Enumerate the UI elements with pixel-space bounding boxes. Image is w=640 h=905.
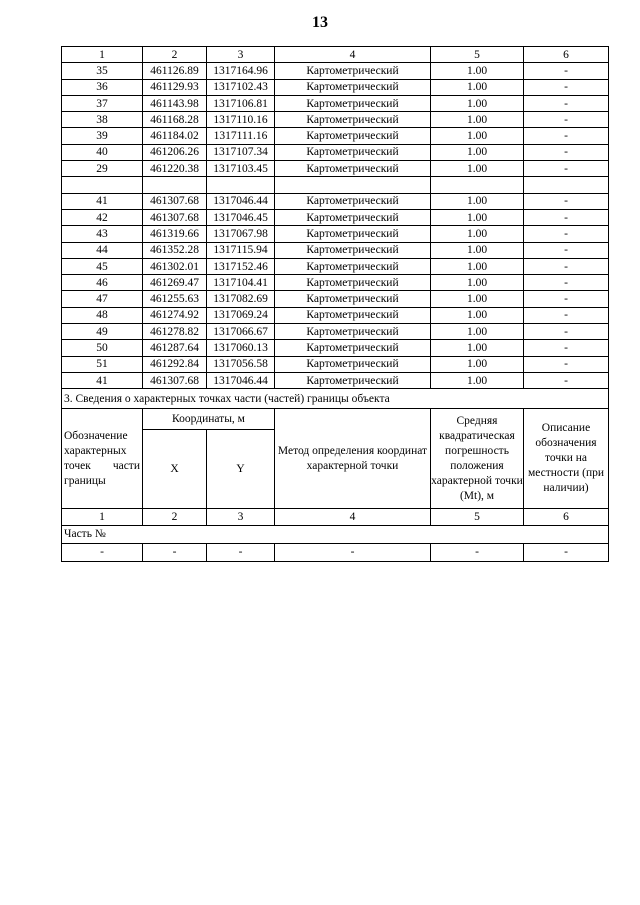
table-row: [62, 372, 609, 388]
table-row: [62, 112, 609, 128]
cell-method: Картометрический: [275, 242, 431, 258]
cell-x: 461126.89: [143, 63, 207, 79]
cell-method: Картометрический: [275, 95, 431, 111]
table-row: [62, 63, 609, 79]
header-cell: 1: [62, 47, 143, 63]
table-row: [62, 144, 609, 160]
cell-desc: -: [524, 95, 609, 111]
table-row: [62, 275, 609, 291]
cell-desc: -: [524, 242, 609, 258]
cell-x: 461220.38: [143, 161, 207, 177]
cell-x: 461184.02: [143, 128, 207, 144]
designation-header: Обозначение характерных точек части границы: [62, 409, 143, 509]
header-cell: 3: [207, 47, 275, 63]
header-cell: 4: [275, 47, 431, 63]
table-row: [62, 209, 609, 225]
cell-y: 1317152.46: [207, 258, 275, 274]
cell-method: Картометрический: [275, 291, 431, 307]
cell-mt: 1.00: [431, 324, 524, 340]
cell-desc: -: [524, 372, 609, 388]
cell-mt: 1.00: [431, 372, 524, 388]
cell-n: 42: [62, 209, 143, 225]
table-row: [62, 356, 609, 372]
table-row: [62, 193, 609, 209]
cell-y: 1317103.45: [207, 161, 275, 177]
cell-method: Картометрический: [275, 226, 431, 242]
cell-method: Картометрический: [275, 79, 431, 95]
cell-method: Картометрический: [275, 193, 431, 209]
cell-x: 461269.47: [143, 275, 207, 291]
part-label: Часть №: [62, 525, 609, 543]
cell-n: 39: [62, 128, 143, 144]
cell-method: Картометрический: [275, 324, 431, 340]
cell-x: 461143.98: [143, 95, 207, 111]
cell-x: 461292.84: [143, 356, 207, 372]
cell-mt: 1.00: [431, 291, 524, 307]
cell-method: Картометрический: [275, 340, 431, 356]
cell-y: 1317110.16: [207, 112, 275, 128]
table-row: [62, 79, 609, 95]
cell-desc: -: [524, 63, 609, 79]
section-3-number-row: 1 2 3 4 5 6: [62, 509, 609, 525]
cell-desc: -: [524, 258, 609, 274]
cell-x: 461255.63: [143, 291, 207, 307]
cell-method: Картометрический: [275, 307, 431, 323]
cell-desc: -: [524, 112, 609, 128]
cell-n: 38: [62, 112, 143, 128]
header-cell: 2: [143, 47, 207, 63]
mt-header: Средняя квадратическая погрешность положения характерной точки (Mt), м: [431, 409, 524, 509]
cell-n: 36: [62, 79, 143, 95]
cell-mt: 1.00: [431, 307, 524, 323]
cell-y: 1317066.67: [207, 324, 275, 340]
cell-desc: -: [524, 226, 609, 242]
cell-y: 1317104.41: [207, 275, 275, 291]
cell-x: 461307.68: [143, 372, 207, 388]
cell-mt: 1.00: [431, 193, 524, 209]
cell-y: 1317107.34: [207, 144, 275, 160]
table-row: [62, 340, 609, 356]
x-header: X: [143, 430, 207, 509]
cell-desc: -: [524, 307, 609, 323]
separator-row: [62, 177, 609, 193]
cell-x: 461206.26: [143, 144, 207, 160]
cell-y: 1317164.96: [207, 63, 275, 79]
part-empty-row: - - - - - -: [62, 543, 609, 561]
cell-n: 50: [62, 340, 143, 356]
coordinates-header: Координаты, м: [143, 409, 275, 430]
cell-y: 1317046.45: [207, 209, 275, 225]
cell-mt: 1.00: [431, 161, 524, 177]
cell-mt: 1.00: [431, 79, 524, 95]
cell-mt: 1.00: [431, 340, 524, 356]
cell-x: 461319.66: [143, 226, 207, 242]
method-header: Метод определения координат характерной точки: [275, 409, 431, 509]
cell-y: 1317106.81: [207, 95, 275, 111]
cell-mt: 1.00: [431, 95, 524, 111]
cell-desc: -: [524, 275, 609, 291]
cell-x: 461287.64: [143, 340, 207, 356]
part-label-row: [62, 525, 609, 543]
cell-mt: 1.00: [431, 275, 524, 291]
cell-x: 461307.68: [143, 193, 207, 209]
cell-y: 1317060.13: [207, 340, 275, 356]
cell-y: 1317115.94: [207, 242, 275, 258]
cell-y: 1317069.24: [207, 307, 275, 323]
cell-n: 46: [62, 275, 143, 291]
header-cell: 6: [524, 47, 609, 63]
cell-desc: -: [524, 79, 609, 95]
cell-n: 29: [62, 161, 143, 177]
cell-desc: -: [524, 291, 609, 307]
cell-mt: 1.00: [431, 63, 524, 79]
cell-method: Картометрический: [275, 372, 431, 388]
y-header: Y: [207, 430, 275, 509]
table-row: [62, 226, 609, 242]
header-cell: 5: [431, 47, 524, 63]
cell-mt: 1.00: [431, 226, 524, 242]
cell-n: 44: [62, 242, 143, 258]
cell-y: 1317111.16: [207, 128, 275, 144]
cell-desc: -: [524, 144, 609, 160]
section-3-title: 3. Сведения о характерных точках части (частей) границы объекта: [62, 389, 609, 409]
header-number-row: [62, 47, 609, 63]
cell-desc: -: [524, 340, 609, 356]
cell-x: 461307.68: [143, 209, 207, 225]
cell-mt: 1.00: [431, 112, 524, 128]
cell-x: 461352.28: [143, 242, 207, 258]
page-number: 13: [312, 14, 328, 31]
cell-n: 35: [62, 63, 143, 79]
cell-desc: -: [524, 128, 609, 144]
cell-method: Картометрический: [275, 63, 431, 79]
section-3-header-row: [62, 409, 609, 430]
cell-method: Картометрический: [275, 112, 431, 128]
cell-n: 41: [62, 372, 143, 388]
cell-n: 43: [62, 226, 143, 242]
table-row: [62, 258, 609, 274]
cell-n: 40: [62, 144, 143, 160]
cell-mt: 1.00: [431, 144, 524, 160]
cell-mt: 1.00: [431, 356, 524, 372]
cell-desc: -: [524, 324, 609, 340]
cell-method: Картометрический: [275, 128, 431, 144]
cell-desc: -: [524, 356, 609, 372]
cell-x: 461274.92: [143, 307, 207, 323]
cell-x: 461129.93: [143, 79, 207, 95]
cell-y: 1317046.44: [207, 193, 275, 209]
description-header: Описание обозначения точки на местности (при наличии): [524, 409, 609, 509]
cell-x: 461278.82: [143, 324, 207, 340]
cell-method: Картометрический: [275, 144, 431, 160]
cell-n: 49: [62, 324, 143, 340]
cell-method: Картометрический: [275, 356, 431, 372]
table-row: [62, 95, 609, 111]
cell-mt: 1.00: [431, 258, 524, 274]
cell-desc: -: [524, 161, 609, 177]
cell-mt: 1.00: [431, 209, 524, 225]
table-row: [62, 242, 609, 258]
cell-y: 1317046.44: [207, 372, 275, 388]
cell-method: Картометрический: [275, 275, 431, 291]
table-row: [62, 161, 609, 177]
cell-y: 1317056.58: [207, 356, 275, 372]
cell-method: Картометрический: [275, 258, 431, 274]
cell-n: 51: [62, 356, 143, 372]
table-row: [62, 128, 609, 144]
cell-y: 1317102.43: [207, 79, 275, 95]
table-row: [62, 307, 609, 323]
coordinates-table: [61, 46, 609, 562]
cell-mt: 1.00: [431, 242, 524, 258]
cell-n: 47: [62, 291, 143, 307]
table-row: [62, 324, 609, 340]
cell-n: 45: [62, 258, 143, 274]
cell-y: 1317082.69: [207, 291, 275, 307]
cell-n: 41: [62, 193, 143, 209]
cell-desc: -: [524, 209, 609, 225]
cell-mt: 1.00: [431, 128, 524, 144]
cell-method: Картометрический: [275, 209, 431, 225]
cell-x: 461302.01: [143, 258, 207, 274]
cell-desc: -: [524, 193, 609, 209]
cell-n: 37: [62, 95, 143, 111]
table-row: [62, 291, 609, 307]
cell-x: 461168.28: [143, 112, 207, 128]
section-3-title-row: [62, 389, 609, 409]
cell-method: Картометрический: [275, 161, 431, 177]
cell-y: 1317067.98: [207, 226, 275, 242]
cell-n: 48: [62, 307, 143, 323]
